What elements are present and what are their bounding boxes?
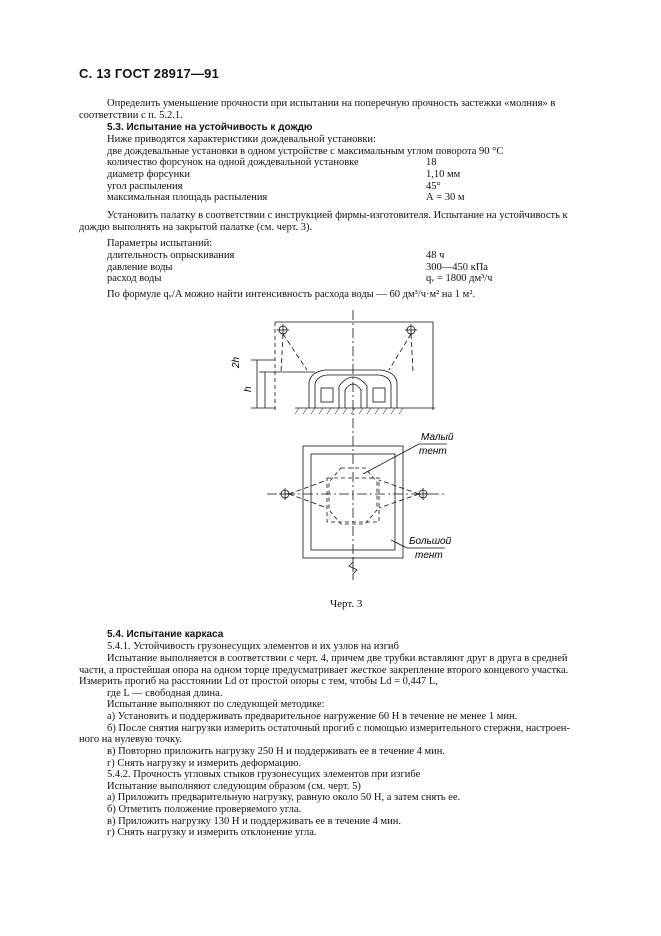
- step-g-2: г) Снять нагрузку и измерить отклонение угла.: [107, 827, 317, 838]
- step-v-2: в) Приложить нагрузку 130 Н и поддерживать ее в течение 4 мин.: [107, 816, 401, 827]
- param-label: максимальная площадь распыления: [107, 192, 268, 203]
- param-label: угол распыления: [107, 181, 183, 192]
- p542-line: Испытание выполняют следующим образом (см. черт. 5): [107, 781, 361, 792]
- big-tent-label-2: тент: [415, 550, 443, 561]
- formula-line: По формуле qᵥ/A можно найти интенсивность расхода воды — 60 дм³/ч·м² на 1 м².: [107, 289, 476, 300]
- dim-h-label: h: [243, 386, 254, 392]
- p541-line-4: где L — свободная длина.: [107, 688, 223, 699]
- small-tent-label-2: тент: [419, 446, 447, 457]
- step-g: г) Снять нагрузку и измерить деформацию.: [107, 758, 302, 769]
- intro-line-2: соответствии с п. 5.2.1.: [79, 110, 183, 121]
- step-b-2: б) Отметить положение проверяемого угла.: [107, 804, 302, 815]
- p541-line-1: Испытание выполняется в соответствии с черт. 4, причем две трубки вставляют друг в друга в средней: [107, 653, 568, 664]
- test-param-value: 300—450 кПа: [426, 262, 488, 273]
- section-5-4-title: 5.4. Испытание каркаса: [107, 629, 224, 640]
- small-tent-label-1: Малый: [421, 432, 454, 443]
- p542-heading: 5.4.2. Прочность угловых стыков грузонесущих элементов при изгибе: [107, 769, 421, 780]
- p541-heading: 5.4.1. Устойчивость грузонесущих элементов и их узлов на изгиб: [107, 641, 399, 652]
- step-b-line-1: б) После снятия нагрузки измерить остаточный прогиб с помощью измерительного стержня, настроен-: [107, 723, 570, 734]
- method-line: Испытание выполняют по следующей методике:: [107, 699, 325, 710]
- test-params-title: Параметры испытаний:: [107, 238, 213, 249]
- install-line-2: дождю выполнять на закрытой палатке (см. черт. 3).: [79, 222, 313, 233]
- step-v: в) Повторно приложить нагрузку 250 Н и поддерживать ее в течение 4 мин.: [107, 746, 446, 757]
- section-5-3-title: 5.3. Испытание на устойчивость к дождю: [107, 122, 313, 133]
- test-param-label: расход воды: [107, 273, 162, 284]
- p541-line-2: части, а простейшая опора на одном торце предусматривает жесткое закрепление второго концевого участка.: [79, 665, 569, 676]
- rig-line: две дождевальные установки в одном устройстве с максимальным углом поворота 90 °С: [107, 146, 504, 157]
- figure-caption: Черт. 3: [330, 598, 363, 610]
- rig-intro: Ниже приводятся характеристики дождевальной установки:: [107, 134, 376, 145]
- param-label: количество форсунок на одной дождевальной установке: [107, 157, 359, 168]
- intro-line-1: Определить уменьшение прочности при испытании на поперечную прочность застежки «молния» в: [107, 98, 556, 109]
- install-line-1: Установить палатку в соответствии с инструкцией фирмы-изготовителя. Испытание на устойчивость к: [107, 210, 568, 221]
- frame-top-line: [275, 322, 433, 410]
- step-b-line-2: ного на нулевую точку.: [79, 734, 182, 745]
- page-header: С. 13 ГОСТ 28917—91: [79, 66, 220, 81]
- figure-3-drawing: [215, 310, 454, 590]
- dim-2h-label: 2h: [231, 356, 242, 368]
- param-label: диаметр форсунки: [107, 169, 190, 180]
- param-value: 45°: [426, 181, 441, 192]
- test-param-value: 48 ч: [426, 250, 445, 261]
- big-tent-label-1: Большой: [409, 536, 452, 547]
- param-value: А = 30 м: [426, 192, 465, 203]
- p541-line-3: Измерить прогиб на расстоянии Ld от простой опоры с тем, чтобы Ld = 0,447 L,: [79, 676, 438, 687]
- test-param-label: давление воды: [107, 262, 173, 273]
- test-param-value: qᵥ = 1800 дм³/ч: [426, 273, 493, 284]
- step-a: а) Установить и поддерживать предварительное нагружение 60 Н в течение не менее 1 мин.: [107, 711, 518, 722]
- param-value: 1,10 мм: [426, 169, 461, 180]
- test-param-label: длительность опрыскивания: [107, 250, 235, 261]
- step-a-2: а) Приложить предварительную нагрузку, равную около 50 Н, а затем снять ее.: [107, 792, 461, 803]
- param-value: 18: [426, 157, 437, 168]
